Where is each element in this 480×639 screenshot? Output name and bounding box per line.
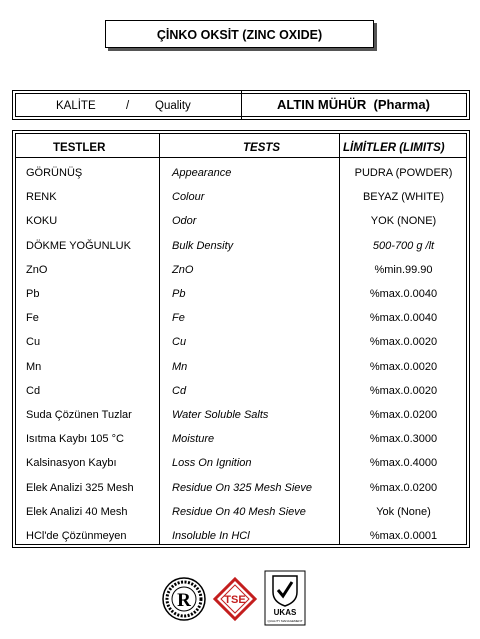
specification-table — [12, 130, 470, 548]
test-name-en: Insoluble In HCl — [172, 530, 250, 542]
quality-grade-type: (Pharma) — [373, 97, 430, 112]
test-limit: %max.0.0040 — [369, 288, 438, 300]
test-name-tr: Elek Analizi 325 Mesh — [26, 481, 134, 494]
test-limit: %max.0.0020 — [369, 336, 438, 349]
test-name-en: Residue On 40 Mesh Sieve — [172, 505, 306, 518]
test-name-tr: GÖRÜNÜŞ — [26, 167, 83, 179]
quality-r-logo-icon — [161, 576, 207, 622]
test-name-en: Cd — [172, 384, 187, 397]
tse-logo-text: TSE — [224, 594, 246, 606]
test-name-en: Residue On 325 Mesh Sieve — [172, 481, 313, 494]
certification-logos — [0, 566, 480, 626]
test-name-tr: Cd — [26, 384, 41, 397]
header-tests-tr: TESTLER — [53, 142, 106, 154]
quality-label-en: Quality — [155, 100, 191, 112]
test-limit: %max.0.4000 — [369, 457, 438, 470]
quality-label-cell — [13, 91, 242, 119]
r-logo-letter: R — [177, 590, 191, 611]
test-limit: %max.0.0200 — [369, 481, 438, 494]
quality-row — [12, 90, 470, 120]
test-name-en: Colour — [172, 191, 205, 204]
header-tests-en: TESTS — [243, 142, 281, 154]
table-row — [13, 379, 469, 403]
table-row — [13, 282, 469, 306]
test-limit: 500-700 g /lt — [372, 239, 435, 252]
test-name-en: Pb — [172, 288, 186, 300]
test-name-en: Moisture — [172, 433, 215, 446]
table-row — [13, 403, 469, 427]
table-row — [13, 500, 469, 524]
test-name-tr: Kalsinasyon Kaybı — [26, 457, 117, 470]
table-row — [13, 209, 469, 233]
test-name-tr: Isıtma Kaybı 105 °C — [26, 433, 124, 446]
test-limit: PUDRA (POWDER) — [354, 167, 453, 179]
table-row — [13, 258, 469, 282]
test-name-tr: Suda Çözünen Tuzlar — [26, 409, 132, 421]
table-row — [13, 234, 469, 258]
tse-logo-icon — [212, 576, 258, 622]
quality-label-tr: KALİTE — [56, 100, 96, 112]
test-name-tr: Pb — [26, 288, 40, 300]
test-name-tr: Elek Analizi 40 Mesh — [26, 505, 128, 518]
test-limit: %max.0.3000 — [369, 433, 438, 446]
table-row — [13, 427, 469, 451]
table-row — [13, 524, 469, 548]
test-name-tr: Mn — [26, 360, 42, 373]
table-row — [13, 451, 469, 475]
ukas-logo-subtext: QUALITY MANAGEMENT — [267, 619, 303, 623]
header-limits: LİMİTLER (LIMITS) — [343, 142, 445, 154]
test-name-en: Bulk Density — [172, 239, 234, 252]
test-limit: %max.0.0200 — [369, 409, 438, 421]
test-name-tr: RENK — [26, 191, 57, 204]
table-row — [13, 161, 469, 185]
table-row — [13, 476, 469, 500]
table-row — [13, 306, 469, 330]
test-name-tr: ZnO — [26, 263, 48, 276]
test-name-en: Cu — [172, 336, 187, 349]
test-name-en: Fe — [172, 312, 185, 325]
test-name-en: Odor — [172, 215, 197, 228]
ukas-logo-icon — [264, 570, 306, 626]
test-name-en: Mn — [172, 360, 188, 373]
test-limit: %max.0.0040 — [369, 312, 438, 325]
test-name-en: ZnO — [172, 263, 194, 276]
test-name-en: Appearance — [172, 167, 232, 179]
test-limit: %max.0.0020 — [369, 360, 438, 373]
test-limit: %max.0.0020 — [369, 384, 438, 397]
test-name-tr: Fe — [26, 312, 39, 325]
document-title: ÇİNKO OKSİT (ZINC OXIDE) — [105, 20, 374, 48]
test-name-en: Loss On Ignition — [172, 457, 252, 470]
test-name-en: Water Soluble Salts — [172, 409, 269, 421]
ukas-logo-text: UKAS — [273, 608, 297, 617]
test-name-tr: Cu — [26, 336, 41, 349]
quality-grade — [277, 97, 430, 112]
quality-grade-name: ALTIN MÜHÜR — [277, 97, 367, 112]
table-row — [13, 330, 469, 354]
test-name-tr: HCl'de Çözünmeyen — [26, 530, 127, 542]
test-limit: %max.0.0001 — [369, 530, 438, 542]
test-limit: Yok (None) — [376, 505, 431, 518]
test-name-tr: DÖKME YOĞUNLUK — [26, 239, 131, 252]
quality-separator: / — [126, 100, 130, 112]
test-limit: BEYAZ (WHITE) — [362, 191, 445, 204]
test-limit: YOK (NONE) — [370, 215, 437, 228]
header-divider — [16, 157, 466, 158]
table-row — [13, 355, 469, 379]
test-limit: %min.99.90 — [374, 263, 433, 276]
test-name-tr: KOKU — [26, 215, 58, 228]
table-row — [13, 185, 469, 209]
